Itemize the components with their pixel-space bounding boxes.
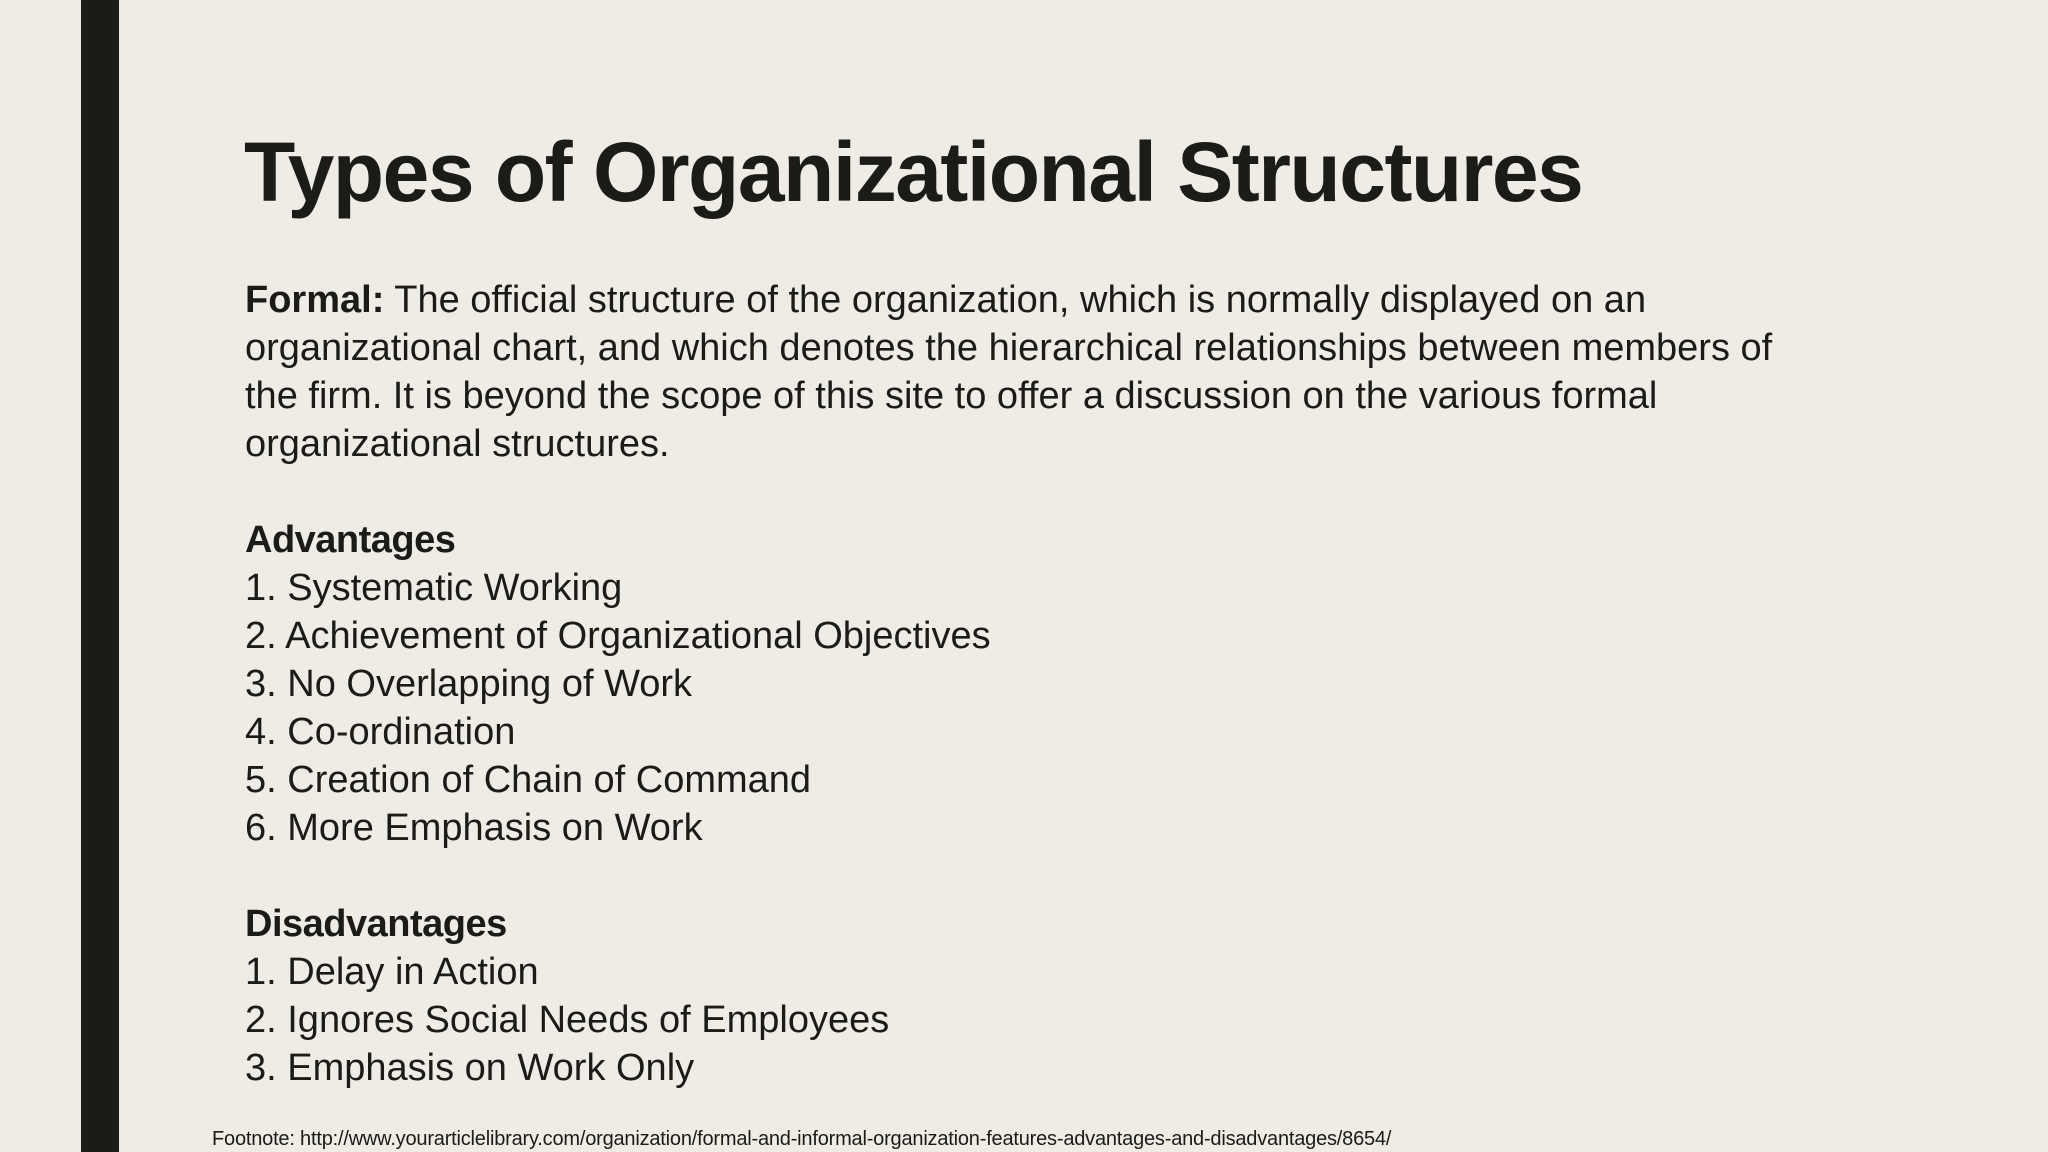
list-item: 1. Delay in Action xyxy=(245,951,539,993)
disadvantages-section xyxy=(245,900,1805,1092)
list-item: 5. Creation of Chain of Command xyxy=(245,759,812,801)
advantages-section xyxy=(245,516,1805,852)
advantages-heading: Advantages xyxy=(245,519,456,561)
slide-body xyxy=(245,276,1805,1092)
list-item: 2. Ignores Social Needs of Employees xyxy=(245,999,890,1041)
list-item: 1. Systematic Working xyxy=(245,567,623,609)
slide-title: Types of Organizational Structures xyxy=(244,125,1583,219)
disadvantages-list xyxy=(245,948,1805,1092)
left-accent-bar xyxy=(81,0,119,1152)
intro-paragraph xyxy=(245,276,1805,468)
list-item: 6. More Emphasis on Work xyxy=(245,807,703,849)
footnote: Footnote: http://www.yourarticlelibrary.com/organization/formal-and-informal-organization-features-advantages-and-disadvantages/8654/ xyxy=(212,1128,1392,1150)
intro-term: Formal: xyxy=(245,279,385,321)
list-item: 3. No Overlapping of Work xyxy=(245,663,693,705)
disadvantages-heading: Disadvantages xyxy=(245,903,507,945)
list-item: 2. Achievement of Organizational Objectives xyxy=(245,615,991,657)
list-item: 4. Co-ordination xyxy=(245,711,516,753)
list-item: 3. Emphasis on Work Only xyxy=(245,1047,695,1089)
intro-text: The official structure of the organization, which is normally displayed on an organizational chart, and which denotes the hierarchical relationships between members of the firm. It is beyond the scope of this site to offer a discussion on the various formal organizational structures. xyxy=(245,279,1773,465)
advantages-list xyxy=(245,564,1805,852)
